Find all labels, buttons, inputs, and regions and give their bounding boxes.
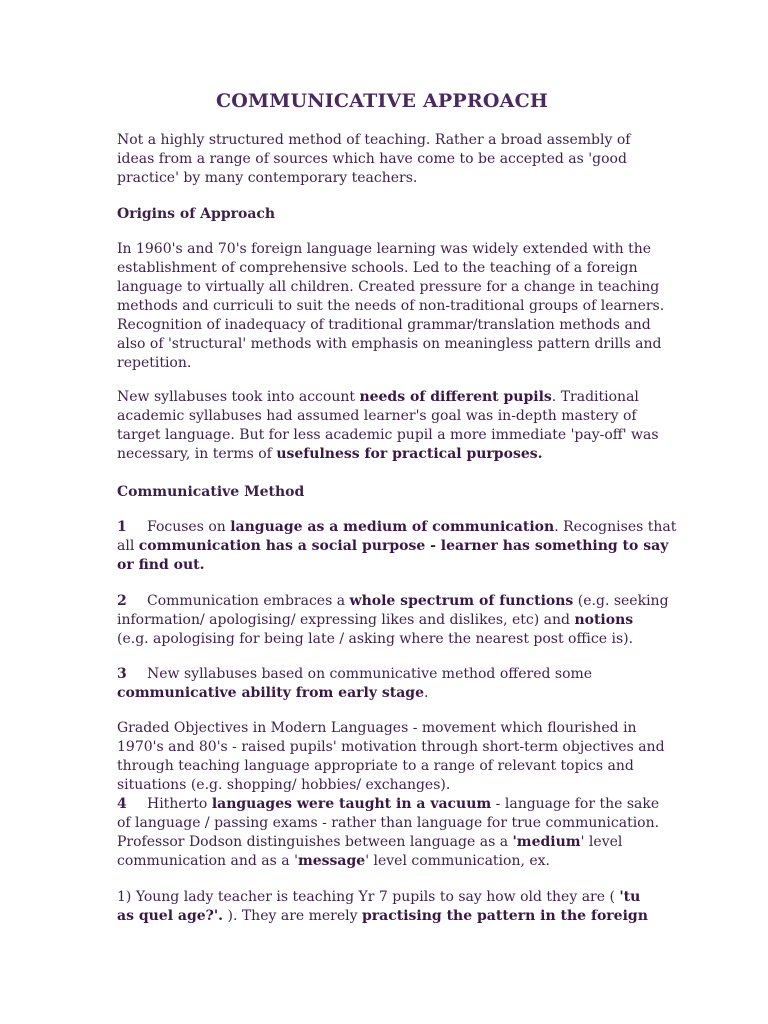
- text-line: [117, 795, 660, 814]
- text-line: [117, 665, 657, 684]
- text-line: through teaching language appropriate to a range of relevant topics and: [117, 758, 634, 774]
- text-line: [117, 888, 657, 907]
- bold-phrase: medium: [516, 834, 581, 850]
- text-run: Focuses on: [147, 519, 231, 535]
- text-run: information/ apologising/ expressing likes and dislikes, etc) and: [117, 612, 575, 628]
- bold-phrase: practising the pattern in the foreign: [362, 908, 648, 924]
- text-line: repetition.: [117, 355, 192, 371]
- text-run: .: [423, 685, 429, 701]
- text-line: Recognition of inadequacy of traditional grammar/translation methods and: [117, 317, 651, 333]
- bold-phrase: message: [297, 853, 366, 869]
- text-line: Graded Objectives in Modern Languages - movement which flourished in: [117, 720, 637, 736]
- text-line: establishment of comprehensive schools. Led to the teaching of a foreign: [117, 260, 638, 276]
- text-line: academic syllabuses had assumed learner's goal was in-depth mastery of: [117, 408, 637, 424]
- bold-phrase: whole spectrum of functions: [349, 593, 574, 609]
- text-line: [117, 518, 677, 537]
- text-line: In 1960's and 70's foreign language learning was widely extended with the: [117, 241, 652, 257]
- syllabuses-paragraph: [117, 388, 657, 464]
- text-run: level: [584, 834, 623, 850]
- text-line: ideas from a range of sources which have come to be accepted as 'good: [117, 151, 627, 167]
- item-number: 1: [117, 519, 127, 535]
- text-run: Professor Dodson distinguishes between language as a: [117, 834, 513, 850]
- bold-phrase: needs of different pupils: [359, 389, 552, 405]
- text-run: New syllabuses took into account: [117, 389, 360, 405]
- text-run: - language for the sake: [491, 796, 660, 812]
- text-run: ': [580, 834, 585, 850]
- text-run: . Recognises that: [554, 519, 677, 535]
- text-line: (e.g. apologising for being late / asking where the nearest post office is).: [117, 631, 634, 647]
- text-run: (e.g. seeking: [573, 593, 669, 609]
- item-number: 4: [117, 796, 127, 812]
- bold-phrase: communication has a social purpose - learner has something to say: [138, 538, 669, 554]
- bold-phrase: ': [512, 834, 517, 850]
- item-number: 2: [117, 593, 127, 609]
- bold-phrase: communicative ability from early stage: [117, 685, 424, 701]
- text-line: [117, 592, 669, 611]
- text-line: [117, 611, 657, 630]
- text-line: [117, 833, 657, 852]
- text-line: [117, 684, 657, 703]
- text-run: 1) Young lady teacher is teaching Yr 7 pupils to say how old they are (: [117, 889, 620, 905]
- graded-objectives-paragraph: [117, 719, 665, 795]
- bold-phrase: notions: [574, 612, 634, 628]
- text-line: [117, 907, 657, 926]
- method-item-2: [117, 592, 669, 649]
- intro-paragraph: [117, 131, 657, 188]
- text-line: also of 'structural' methods with emphasis on meaningless pattern drills and: [117, 336, 662, 352]
- text-line: Not a highly structured method of teaching. Rather a broad assembly of: [117, 132, 631, 148]
- bold-phrase: language as a medium of communication: [230, 519, 555, 535]
- method-item-1: [117, 518, 677, 575]
- text-run: all: [117, 538, 139, 554]
- text-run: necessary, in terms of: [117, 446, 277, 462]
- text-run: . Traditional: [551, 389, 639, 405]
- text-run: Hitherto: [147, 796, 212, 812]
- example-paragraph: [117, 888, 657, 926]
- text-line: [117, 556, 657, 575]
- text-line: 1970's and 80's - raised pupils' motivation through short-term objectives and: [117, 739, 665, 755]
- origins-heading: Origins of Approach: [117, 206, 276, 222]
- method-heading: Communicative Method: [117, 484, 305, 500]
- bold-phrase: usefulness for practical purposes.: [276, 446, 543, 462]
- text-run: New syllabuses based on communicative method offered some: [147, 666, 593, 682]
- page-title: COMMUNICATIVE APPROACH: [215, 90, 549, 112]
- text-line: [117, 537, 669, 556]
- text-run: Communication embraces a: [147, 593, 350, 609]
- text-line: language to virtually all children. Created pressure for a change in teaching: [117, 279, 660, 295]
- text-line: of language / passing exams - rather than language for true communication.: [117, 815, 660, 831]
- origins-paragraph: [117, 240, 665, 373]
- method-item-3: [117, 665, 657, 703]
- text-run: ': [365, 853, 370, 869]
- text-line: methods and curriculi to suit the needs of non-traditional groups of learners.: [117, 298, 665, 314]
- item-number: 3: [117, 666, 127, 682]
- text-run: ). They are merely: [223, 908, 362, 924]
- text-line: [117, 388, 657, 407]
- text-line: practice' by many contemporary teachers.: [117, 170, 418, 186]
- bold-phrase: as quel age?'.: [117, 908, 224, 924]
- bold-phrase: or find out.: [117, 557, 205, 573]
- text-line: target language. But for less academic pupil a more immediate 'pay-off' was: [117, 427, 659, 443]
- bold-phrase: languages were taught in a vacuum: [211, 796, 492, 812]
- text-line: situations (e.g. shopping/ hobbies/ exchanges).: [117, 777, 451, 793]
- text-line: [117, 852, 657, 871]
- text-run: communication and as a: [117, 853, 295, 869]
- bold-phrase: 'tu: [619, 889, 641, 905]
- text-run: ': [294, 853, 298, 869]
- method-item-4: [117, 795, 660, 871]
- text-run: level communication, ex.: [369, 853, 550, 869]
- text-line: [117, 445, 657, 464]
